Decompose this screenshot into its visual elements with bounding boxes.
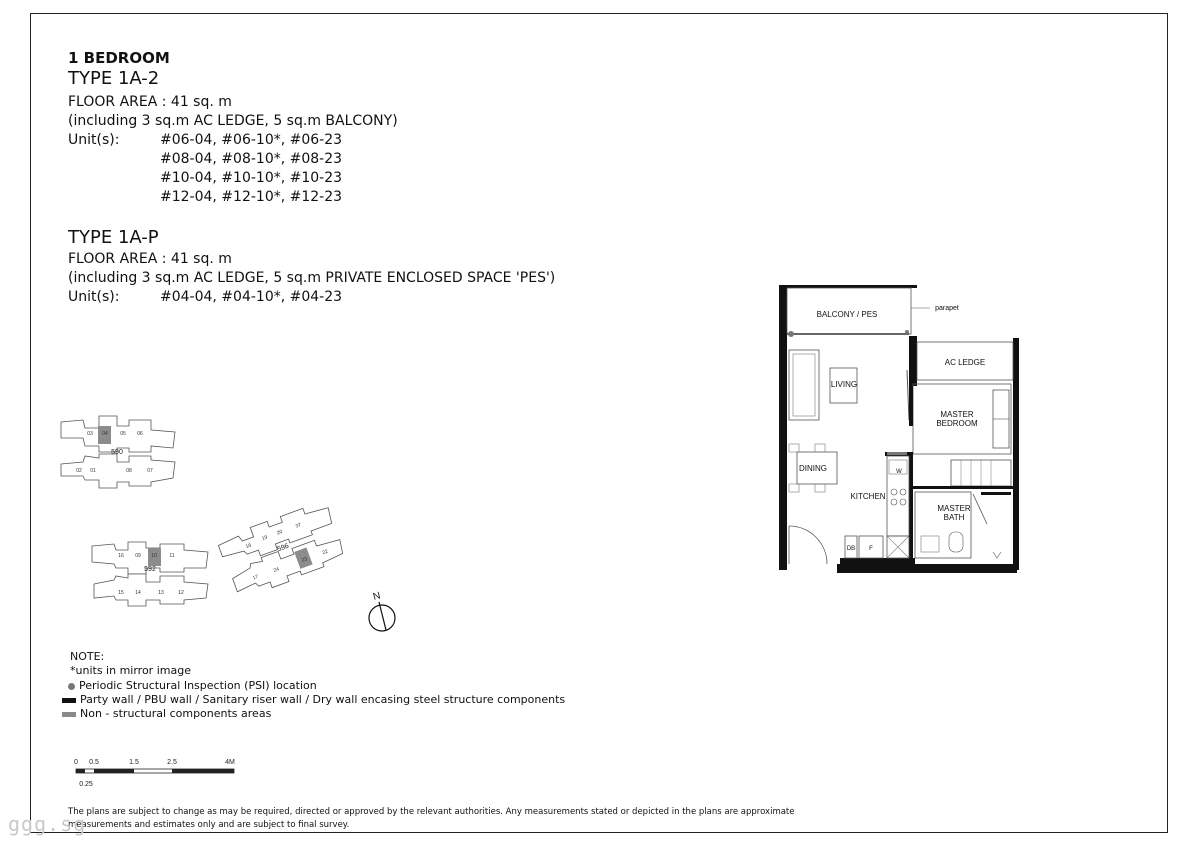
keyplan-unit: 19 [261, 534, 269, 542]
keyplan-unit: 20 [276, 528, 284, 537]
scale-tick: 0 [74, 759, 78, 766]
type-a-unit-row: #08-04, #08-10*, #08-23 [160, 151, 343, 167]
notes-non-structural-row [62, 707, 271, 720]
type-b-floor-area: FLOOR AREA : 41 sq. m [68, 251, 232, 267]
notes-psi: Periodic Structural Inspection (PSI) location [79, 679, 317, 692]
scale-tick: 0.5 [89, 759, 99, 766]
room-label-master-bedroom: MASTER [940, 410, 974, 419]
scale-tick: 2.5 [167, 759, 177, 766]
room-label-parapet: parapet [935, 305, 959, 312]
room-label-db: DB [846, 546, 856, 552]
room-label-master-bedroom: BEDROOM [936, 419, 978, 428]
type-a-units-label: Unit(s): [68, 132, 120, 148]
notes-party-wall: Party wall / PBU wall / Sanitary riser wall / Dry wall encasing steel structure components [80, 693, 566, 706]
keyplan-unit: 02 [76, 468, 82, 474]
non-structural-swatch [62, 712, 76, 717]
type-a-unit-row: #10-04, #10-10*, #10-23 [160, 170, 343, 186]
type-b-including: (including 3 sq.m AC LEDGE, 5 sq.m PRIVATE ENCLOSED SPACE 'PES') [68, 270, 556, 286]
floor-plan [775, 280, 1025, 580]
keyplan-unit: 22 [321, 548, 329, 557]
keyplan-unit: 07 [147, 468, 153, 474]
keyplan-unit: 05 [120, 431, 126, 437]
type-b-title: TYPE 1A-P [68, 227, 159, 248]
keyplan-unit: 23 [300, 556, 309, 564]
room-label-fridge: F [869, 546, 873, 552]
keyplan-592 [88, 538, 213, 608]
keyplan-unit: 13 [158, 590, 164, 596]
room-label-dining: DINING [799, 464, 827, 473]
keyplan-unit: 37 [294, 522, 303, 530]
keyplan-unit: 11 [169, 553, 175, 559]
keyplan-unit: 18 [244, 542, 253, 551]
party-wall-swatch [62, 698, 76, 703]
keyplan-590 [55, 412, 185, 492]
north-label: N [371, 590, 382, 603]
room-label-master-bath: MASTER [937, 504, 971, 513]
keyplan-number: 592 [144, 566, 156, 573]
keyplan-unit: 17 [252, 573, 260, 582]
scale-tick: 0.25 [79, 781, 93, 788]
keyplan-unit: 06 [137, 431, 143, 437]
type-a-title: TYPE 1A-2 [68, 68, 160, 89]
keyplan-unit: 09 [135, 553, 141, 559]
psi-dot-icon [68, 683, 75, 690]
type-a-floor-area: FLOOR AREA : 41 sq. m [68, 94, 232, 110]
room-label-kitchen: KITCHEN [850, 492, 886, 501]
keyplan-unit: 14 [135, 590, 141, 596]
scale-bar [68, 756, 248, 792]
keyplan-unit: 12 [178, 590, 184, 596]
room-label-balcony: BALCONY / PES [816, 310, 878, 319]
notes-psi-row [66, 679, 317, 692]
type-a-including: (including 3 sq.m AC LEDGE, 5 sq.m BALCONY) [68, 113, 398, 129]
type-a-unit-row: #06-04, #06-10*, #06-23 [160, 132, 343, 148]
keyplan-unit: 24 [272, 566, 281, 574]
notes-title: NOTE: [70, 650, 105, 663]
type-b-unit-row: #04-04, #04-10*, #04-23 [160, 289, 343, 305]
keyplan-unit: 03 [87, 431, 93, 437]
north-arrow-icon [362, 588, 402, 634]
notes-non-structural: Non - structural components areas [80, 707, 272, 720]
disclaimer: The plans are subject to change as may be required, directed or approved by the relevant authorities. Any measurements stated or depicted in the plans are approximate measurements and estimates only and are subject to final survey. [68, 807, 795, 830]
keyplan-unit: 04 [102, 431, 108, 437]
bedroom-heading: 1 BEDROOM [68, 49, 170, 67]
keyplan-596 [218, 505, 353, 595]
type-b-units-label: Unit(s): [68, 289, 120, 305]
room-label-ac-ledge: AC LEDGE [944, 358, 986, 367]
keyplan-unit: 01 [90, 468, 96, 474]
keyplan-unit: 10 [151, 553, 157, 559]
room-label-living: LIVING [830, 380, 858, 389]
watermark: ggg.sg [8, 812, 87, 836]
room-label-washer: W [896, 469, 902, 475]
room-label-master-bath: BATH [943, 513, 965, 522]
notes-mirror: *units in mirror image [70, 664, 191, 677]
keyplan-number: 596 [276, 542, 290, 554]
keyplan-unit: 16 [118, 553, 124, 559]
keyplan-number: 590 [111, 449, 123, 456]
scale-tick: 4M [225, 759, 235, 766]
keyplan-unit: 08 [126, 468, 132, 474]
scale-tick: 1.5 [129, 759, 139, 766]
type-a-unit-row: #12-04, #12-10*, #12-23 [160, 189, 343, 205]
keyplan-unit: 15 [118, 590, 124, 596]
notes-party-wall-row [62, 693, 565, 706]
